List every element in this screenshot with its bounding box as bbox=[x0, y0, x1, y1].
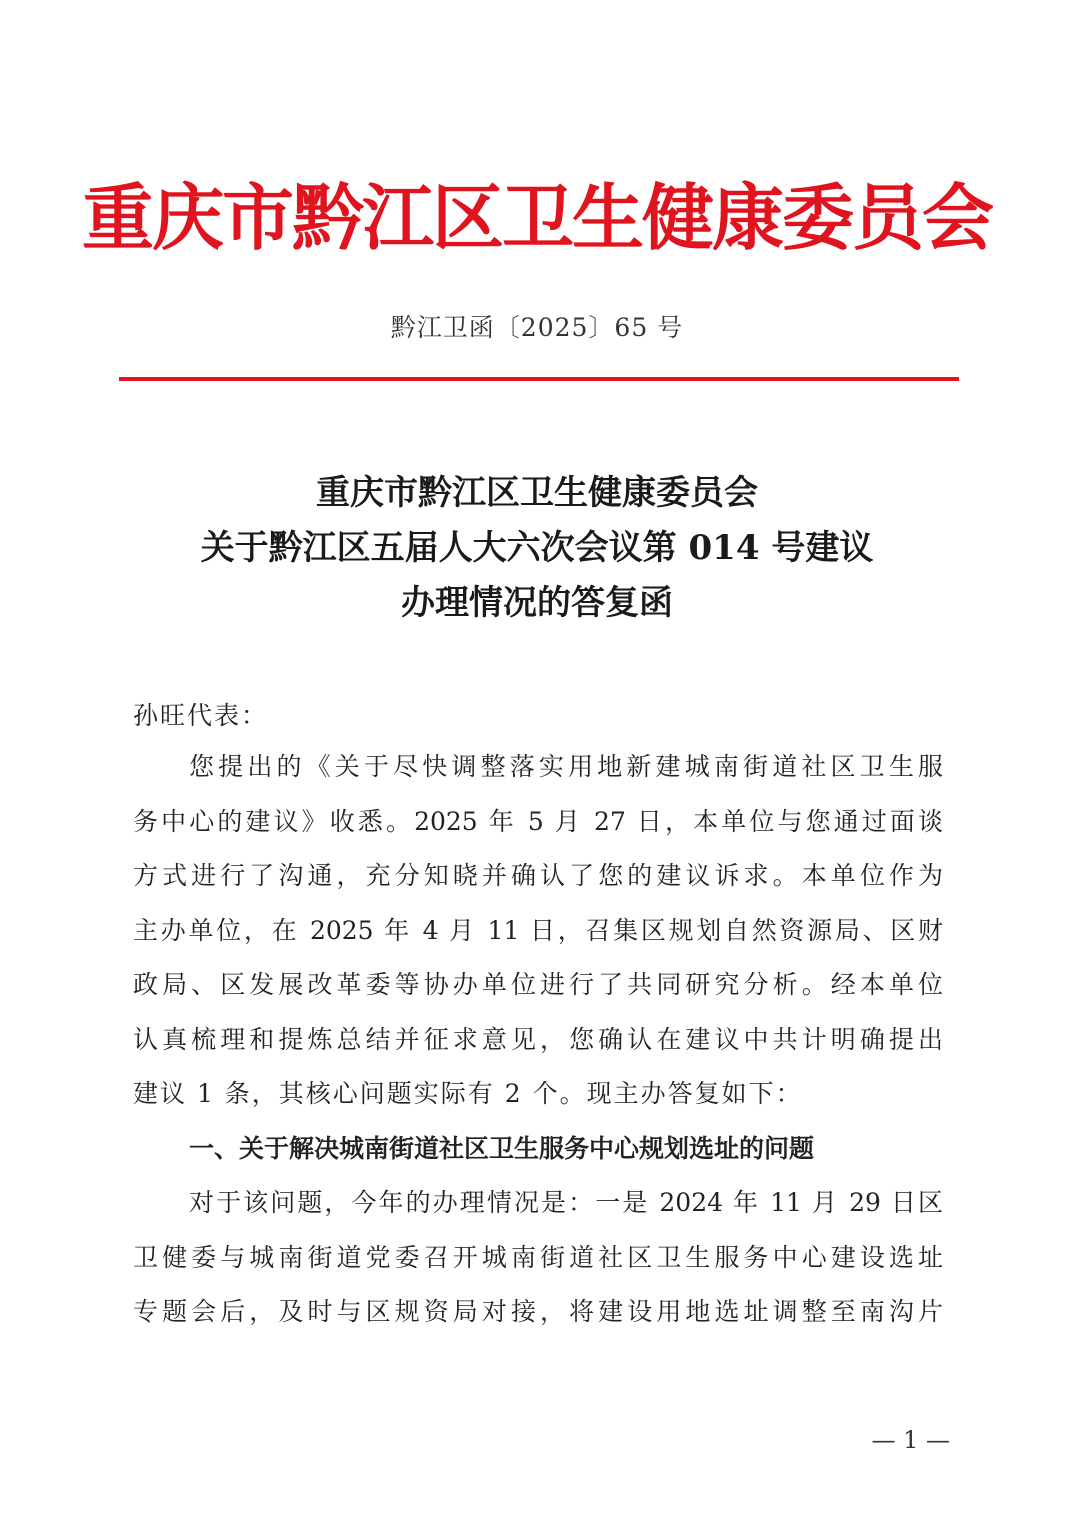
document-title bbox=[0, 466, 1074, 631]
body-line: 务中心的建议》收悉。2025 年 5 月 27 日，本单位与您通过面谈 bbox=[133, 806, 943, 836]
document-number: 黔江卫函〔2025〕65 号 bbox=[390, 313, 684, 342]
body-line: 方式进行了沟通，充分知晓并确认了您的建议诉求。本单位作为 bbox=[133, 861, 943, 890]
title-line-2: 关于黔江区五届人大六次会议第 014 号建议 bbox=[200, 528, 874, 568]
body-line: 您提出的《关于尽快调整落实用地新建城南街道社区卫生服 bbox=[189, 752, 943, 781]
body-line: 认真梳理和提炼总结并征求意见，您确认在建议中共计明确提出 bbox=[133, 1024, 943, 1054]
issuer-masthead: 重庆市黔江区卫生健康委员会 bbox=[81, 175, 992, 260]
letter-body bbox=[133, 740, 943, 1340]
body-line: 政局、区发展改革委等协办单位进行了共同研究分析。经本单位 bbox=[133, 970, 943, 999]
body-line: 建议 1 条，其核心问题实际有 2 个。现主办答复如下： bbox=[133, 1079, 803, 1108]
title-line-1: 重庆市黔江区卫生健康委员会 bbox=[316, 473, 758, 513]
page-number: — 1 — bbox=[871, 1426, 950, 1454]
body-line: 主办单位，在 2025 年 4 月 11 日，召集区规划自然资源局、区财 bbox=[133, 915, 943, 945]
red-divider-rule bbox=[119, 377, 959, 381]
body-line: 专题会后，及时与区规资局对接，将建设用地选址调整至南沟片 bbox=[133, 1297, 943, 1326]
section-heading: 一、关于解决城南街道社区卫生服务中心规划选址的问题 bbox=[189, 1133, 815, 1163]
body-line: 对于该问题，今年的办理情况是：一是 2024 年 11 月 29 日区 bbox=[189, 1188, 943, 1217]
title-line-3: 办理情况的答复函 bbox=[401, 583, 673, 623]
body-line: 卫健委与城南街道党委召开城南街道社区卫生服务中心建设选址 bbox=[133, 1242, 943, 1272]
salutation: 孙旺代表： bbox=[133, 701, 269, 730]
